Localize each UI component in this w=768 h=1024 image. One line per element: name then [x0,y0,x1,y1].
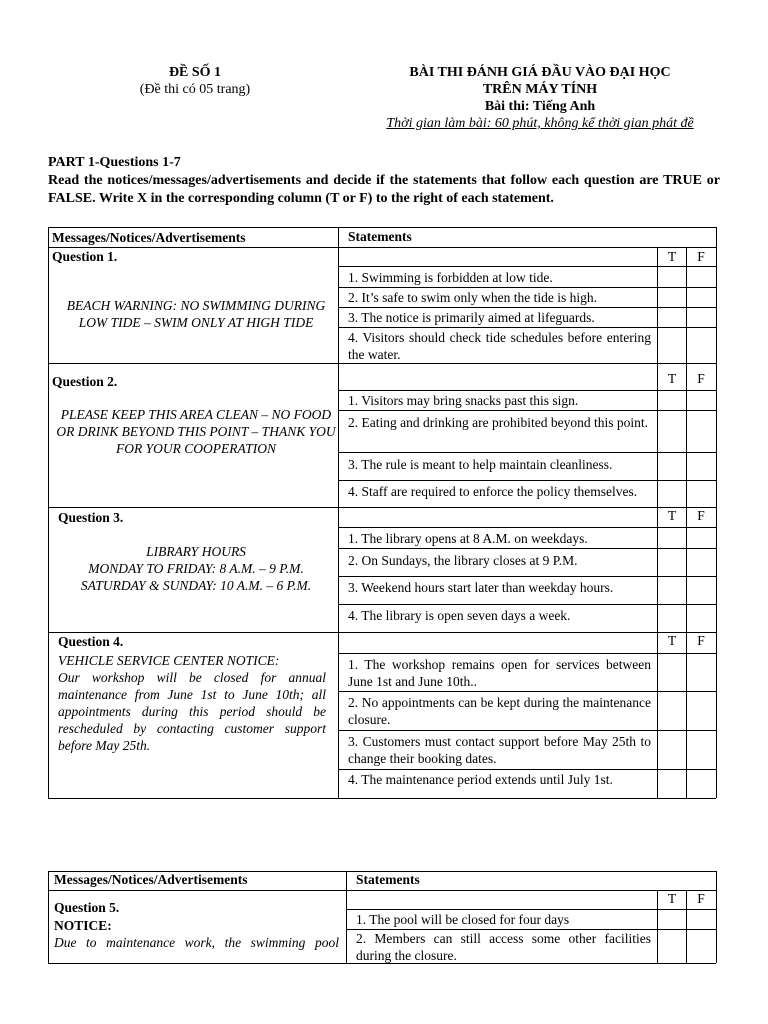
question-1-statement-4: 4. Visitors should check tide schedules before entering the water. [348,330,651,362]
question-4-notice-title: VEHICLE SERVICE CENTER NOTICE: [58,653,280,668]
table-border [48,507,716,508]
question-3-statement-3: 3. Weekend hours start later than weekday hours. [348,580,614,595]
question-1-label: Question 1. [52,249,118,264]
table-border [48,227,49,798]
table-border [338,390,716,391]
t-column-label: T [667,249,677,264]
f-column-label: F [697,371,705,386]
question-4-statement-3: 3. Customers must contact support before May 25th to change their booking dates. [348,734,651,766]
question-2-statement-3: 3. The rule is meant to help maintain cleanliness. [348,457,613,472]
question-5-notice-title: NOTICE: [54,918,112,933]
f-column-label: F [697,249,705,264]
question-4-notice: Our workshop will be closed for annual maintenance from June 1st to June 10th; all appointments during this period should be rescheduled by contacting customer support before May 25th. [58,670,326,753]
part-title: PART 1-Questions 1-7 [48,155,181,170]
question-2-statement-1: 1. Visitors may bring snacks past this sign. [348,393,579,408]
question-4-label: Question 4. [58,634,124,649]
table-border [48,632,716,633]
question-3-label: Question 3. [58,510,124,525]
table-border [48,247,716,248]
table-border [338,266,716,267]
question-2-statement-2: 2. Eating and drinking are prohibited beyond this point. [348,415,648,430]
table-border [338,527,716,528]
question-3-statement-4: 4. The library is open seven days a week. [348,608,571,623]
exam-time: Thời gian làm bài: 60 phút, không kể thời gian phát đề [386,116,694,131]
table-border [338,769,716,770]
table-border [48,227,716,228]
table-border [338,452,716,453]
table-border [716,871,717,963]
table-border [338,691,716,692]
table-border [338,576,716,577]
table-border [346,871,347,963]
table-border [48,798,716,799]
part-instruction: Read the notices/messages/advertisements and decide if the statements that follow each question are TRUE or FALSE. Write X in the corresponding column (T or F) to the right of each statement. [48,173,720,206]
table-border [338,548,716,549]
column-header-messages: Messages/Notices/Advertisements [54,872,248,887]
question-1-statement-1: 1. Swimming is forbidden at low tide. [348,270,553,285]
question-5-notice: Due to maintenance work, the swimming pool [54,935,339,950]
exam-subject: Bài thi: Tiếng Anh [484,99,596,114]
question-3-notice-line: SATURDAY & SUNDAY: 10 A.M. – 6 P.M. [80,578,312,593]
page-count: (Đề thi có 05 trang) [139,82,251,97]
t-column-label: T [667,508,677,523]
table-border [338,227,339,798]
question-5-label: Question 5. [54,900,120,915]
question-4-statement-2: 2. No appointments can be kept during the maintenance closure. [348,695,651,727]
table-border [338,307,716,308]
question-4-statement-4: 4. The maintenance period extends until July 1st. [348,772,613,787]
question-1-notice: BEACH WARNING: NO SWIMMING DURING LOW TIDE – SWIM ONLY AT HIGH TIDE [66,298,326,330]
table-border [338,653,716,654]
part-intro [48,154,720,208]
question-1-statement-2: 2. It’s safe to swim only when the tide is high. [348,290,597,305]
f-column-label: F [697,891,705,906]
question-1-statement-3: 3. The notice is primarily aimed at lifeguards. [348,310,595,325]
t-column-label: T [667,891,677,906]
table-border [338,327,716,328]
question-3-notice-line: LIBRARY HOURS [146,544,246,559]
t-column-label: T [667,633,677,648]
table-border [338,287,716,288]
table-border [346,909,716,910]
table-border [48,871,49,963]
exam-header-right [340,64,740,132]
exam-number: ĐỀ SỐ 1 [168,65,222,80]
t-column-label: T [667,371,677,386]
table-border [48,363,716,364]
table-border [338,410,716,411]
question-3-statement-1: 1. The library opens at 8 A.M. on weekdays. [348,531,588,546]
table-border [338,730,716,731]
question-3-notice [54,543,338,594]
f-column-label: F [697,633,705,648]
table-border [48,890,716,891]
question-4-statement-1: 1. The workshop remains open for services between June 1st and June 10th.. [348,657,651,689]
table-border [338,480,716,481]
column-header-messages: Messages/Notices/Advertisements [52,230,246,245]
question-2-statement-4: 4. Staff are required to enforce the policy themselves. [348,484,638,499]
question-2-notice: PLEASE KEEP THIS AREA CLEAN – NO FOOD OR DRINK BEYOND THIS POINT – THANK YOU FOR YOUR COOPERATION [56,407,336,456]
question-5-statement-2: 2. Members can still access some other facilities during the closure. [356,931,651,963]
exam-title-line2: TRÊN MÁY TÍNH [482,82,598,97]
question-3-statement-2: 2. On Sundays, the library closes at 9 P.M. [348,553,578,568]
question-2-label: Question 2. [52,374,118,389]
column-header-statements: Statements [356,872,420,887]
question-3-notice-line: MONDAY TO FRIDAY: 8 A.M. – 9 P.M. [88,561,304,576]
question-5-statement-1: 1. The pool will be closed for four days [356,912,570,927]
column-header-statements: Statements [348,229,412,244]
exam-header-left [100,64,290,98]
f-column-label: F [697,508,705,523]
exam-title-line1: BÀI THI ĐÁNH GIÁ ĐẦU VÀO ĐẠI HỌC [409,65,671,80]
table-border [716,227,717,798]
table-border [338,604,716,605]
